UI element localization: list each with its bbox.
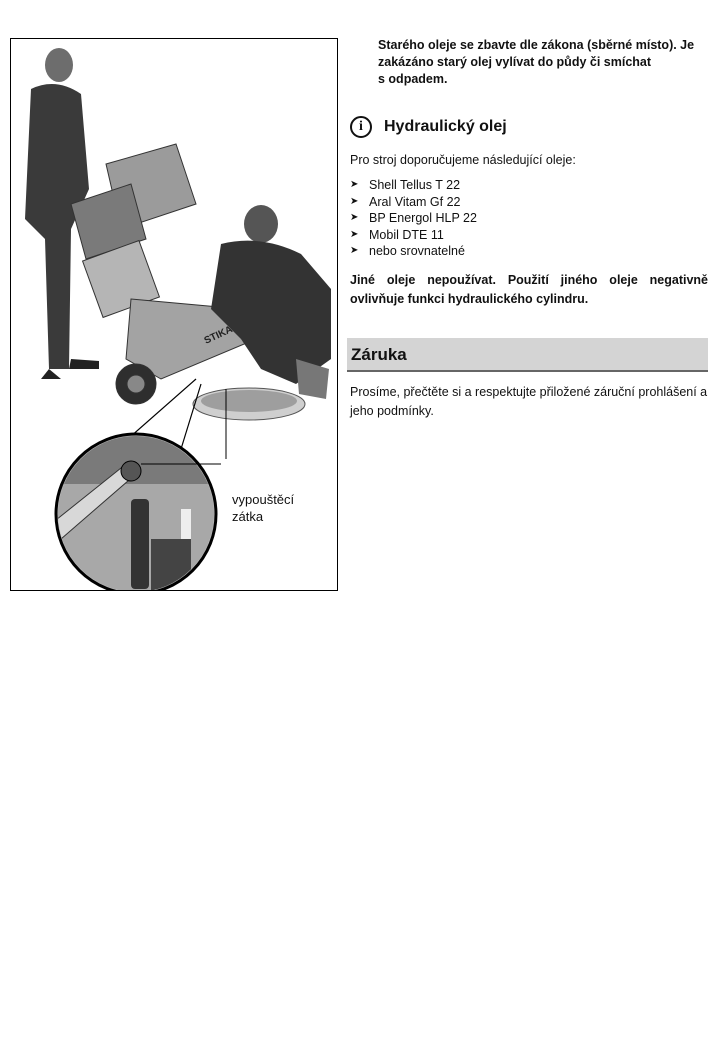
oil-name: Aral Vitam Gf 22 bbox=[369, 194, 461, 209]
warranty-text: Prosíme, přečtěte si a respektujte přiložené záruční prohlášení a jeho podmínky. bbox=[350, 385, 708, 418]
oil-name: nebo srovnatelné bbox=[369, 244, 465, 258]
bullet-arrow-icon: ➤ bbox=[350, 228, 359, 240]
list-item bbox=[350, 194, 477, 211]
illustration-figure bbox=[10, 38, 338, 591]
hydraulic-oil-heading bbox=[350, 116, 507, 138]
oil-warning: Jiné oleje nepoužívat. Použití jiného oleje negativně ovlivňuje funkci hydraulického cylindru. bbox=[350, 273, 708, 306]
oil-name: Shell Tellus T 22 bbox=[369, 178, 461, 192]
bullet-arrow-icon: ➤ bbox=[350, 195, 359, 207]
oil-name: BP Energol HLP 22 bbox=[369, 211, 477, 225]
disposal-line-1: Starého oleje se zbavte dle zákona (sběrné místo). Je bbox=[378, 38, 695, 52]
machine-label: STIKA bbox=[202, 324, 235, 347]
list-item bbox=[350, 210, 477, 227]
info-icon: i bbox=[350, 116, 372, 138]
callout-label-line2: zátka bbox=[232, 509, 264, 524]
callout-label-line1: vypouštěcí bbox=[232, 492, 295, 507]
bullet-arrow-icon: ➤ bbox=[350, 212, 359, 223]
bullet-arrow-icon: ➤ bbox=[350, 245, 359, 256]
bullet-arrow-icon: ➤ bbox=[350, 179, 359, 190]
warranty-heading: Záruka bbox=[347, 338, 708, 372]
oil-name: Mobil DTE 11 bbox=[369, 227, 444, 242]
disposal-note bbox=[378, 37, 698, 88]
list-item bbox=[350, 227, 477, 244]
hydraulic-oil-title: Hydraulický olej bbox=[384, 118, 507, 135]
drain-plug-callout bbox=[232, 491, 312, 525]
list-item bbox=[350, 177, 477, 194]
crouching-man bbox=[211, 205, 331, 399]
disposal-line-2: zakázáno starý olej vylívat do půdy či smíchat bbox=[378, 55, 652, 69]
disposal-line-3: s odpadem. bbox=[378, 72, 448, 86]
oil-list bbox=[350, 177, 477, 260]
list-item bbox=[350, 243, 477, 260]
oil-recommendation-intro: Pro stroj doporučujeme následující oleje: bbox=[350, 153, 576, 167]
